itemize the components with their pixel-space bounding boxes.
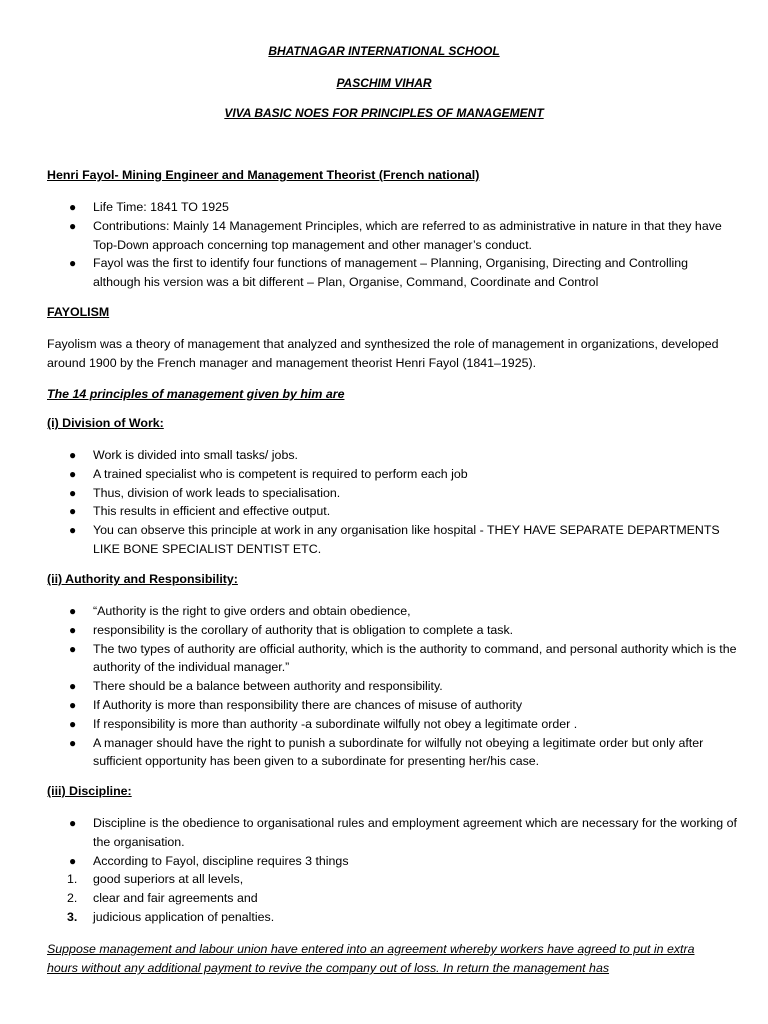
discipline-bullet-list xyxy=(47,814,737,927)
list-item: ● If Authority is more than responsibility there are chances of misuse of authority xyxy=(47,696,737,715)
list-item: ● You can observe this principle at work in any organisation like hospital - THEY HAVE SEPARATE DEPARTMENTS LIKE BONE SPECIALIST DENTIST ETC. xyxy=(69,523,720,556)
bullet-icon: ● xyxy=(69,485,77,500)
bullet-icon: ● xyxy=(69,604,77,618)
bullet-icon: ● xyxy=(69,816,77,830)
bullet-icon: ● xyxy=(69,641,77,656)
discipline-heading: (iii) Discipline: xyxy=(47,784,132,798)
authority-heading: (ii) Authority and Responsibility: xyxy=(47,572,238,586)
list-item: ● Fayol was the first to identify four functions of management – Planning, Organising, Directing and Controlling although his version was a bit different – Plan, Organise, Command, Coordinate and Control xyxy=(69,256,689,290)
list-item: ● There should be a balance between authority and responsibility. xyxy=(47,677,737,696)
bullet-icon: ● xyxy=(69,735,77,750)
bullet-icon: ● xyxy=(69,679,77,694)
authority-bullet-list xyxy=(47,602,737,771)
branch-name: PASCHIM VIHAR xyxy=(336,76,432,90)
list-item: ● Life Time: 1841 TO 1925 xyxy=(47,198,737,217)
principles-intro: The 14 principles of management given by him are xyxy=(47,387,345,401)
bullet-icon: ● xyxy=(69,622,77,637)
bullet-icon: ● xyxy=(69,218,77,233)
numbered-item: 1. good superiors at all levels, xyxy=(67,872,244,887)
fayol-bullet-list xyxy=(47,198,737,292)
list-item: ● Work is divided into small tasks/ jobs. xyxy=(47,446,737,465)
list-item: ● Thus, division of work leads to specialisation. xyxy=(47,484,737,503)
school-name: BHATNAGAR INTERNATIONAL SCHOOL xyxy=(268,44,500,58)
fayolism-paragraph: Fayolism was a theory of management that analyzed and synthesized the role of management in organizations, developed around 1900 by the French manager and management theorist Henri Fayol (1841–1925). xyxy=(47,337,719,370)
list-item: ● responsibility is the corollary of authority that is obligation to complete a task. xyxy=(47,621,737,640)
bullet-icon: ● xyxy=(69,716,77,731)
list-item: ● A manager should have the right to punish a subordinate for wilfully not obeying a legitimate order but only after sufficient opportunity has been given to a subordinate for presenting her/his case. xyxy=(69,735,704,769)
division-heading: (i) Division of Work: xyxy=(47,416,164,430)
division-bullet-list xyxy=(47,446,737,559)
bullet-icon: ● xyxy=(69,853,77,868)
list-item: ● The two types of authority are official authority, which is the authority to command, and personal authority which is the authority of the individual manager.” xyxy=(69,641,737,675)
bullet-icon: ● xyxy=(69,256,77,271)
list-item: ● Discipline is the obedience to organisational rules and employment agreement which are necessary for the working of the organisation. xyxy=(69,816,737,849)
fayolism-heading: FAYOLISM xyxy=(47,305,110,319)
document-title: VIVA BASIC NOES FOR PRINCIPLES OF MANAGEMENT xyxy=(224,106,544,120)
list-item: ● This results in efficient and effective output. xyxy=(47,502,737,521)
list-item: ● Contributions: Mainly 14 Management Principles, which are referred to as administrative in nature in that they have Top-Down approach concerning top management and other manager’s conduct. xyxy=(69,218,722,252)
bullet-icon: ● xyxy=(69,504,77,519)
numbered-item: 3. judicious application of penalties. xyxy=(67,909,275,924)
list-item: ● “Authority is the right to give orders and obtain obedience, xyxy=(47,602,737,621)
list-item: ● A trained specialist who is competent is required to perform each job xyxy=(47,465,737,484)
bullet-icon: ● xyxy=(69,466,77,481)
bullet-icon: ● xyxy=(69,448,77,462)
list-item: ● According to Fayol, discipline requires 3 things xyxy=(47,852,737,871)
bullet-icon: ● xyxy=(69,697,77,712)
fayol-heading: Henri Fayol- Mining Engineer and Management Theorist (French national) xyxy=(47,168,480,182)
numbered-item: 2. clear and fair agreements and xyxy=(67,891,258,906)
example-paragraph: Suppose management and labour union have entered into an agreement whereby workers have agreed to put in extra hours without any additional payment to revive the company out of loss. In return the management has xyxy=(47,942,695,975)
bullet-icon: ● xyxy=(69,200,77,214)
list-item: ● If responsibility is more than authority -a subordinate wilfully not obey a legitimate order . xyxy=(47,715,737,734)
bullet-icon: ● xyxy=(69,523,77,538)
